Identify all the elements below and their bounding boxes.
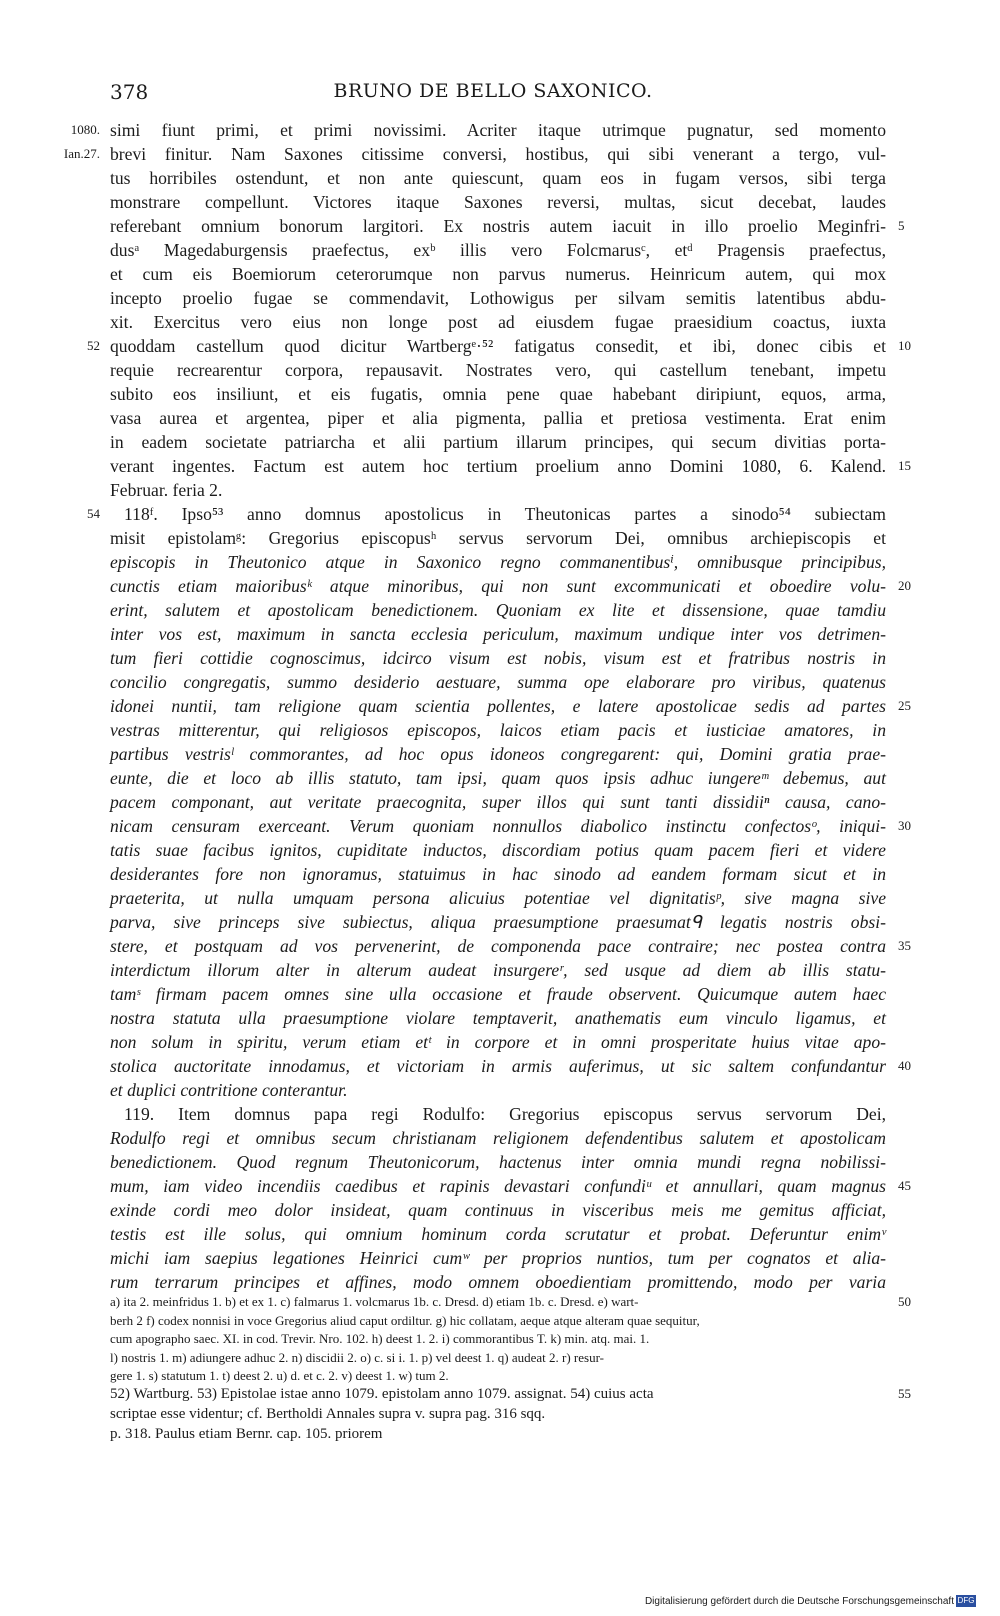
text-line <box>110 862 886 886</box>
text-line <box>110 454 911 478</box>
line-number: 15 <box>898 458 911 473</box>
text-line <box>110 1150 886 1174</box>
text-line <box>110 742 886 766</box>
line-number: 40 <box>898 1058 911 1073</box>
editorial-notes <box>110 1384 911 1444</box>
digitization-credit: Digitalisierung gefördert durch die Deutsche Forschungsgemeinschaft <box>644 1596 954 1607</box>
line-number: 55 <box>898 1386 911 1401</box>
line-number: 45 <box>898 1178 911 1193</box>
line-text: quoddam castellum quod dicitur Wartbergᵉ·⁵² fatigatus consedit, et ibi, donec cibis et <box>110 336 886 356</box>
line-text: partibus vestrisˡ commorantes, ad hoc opus idoneos congregarent: qui, Domini gratia prae- <box>110 744 886 764</box>
text-line <box>110 886 886 910</box>
footnote-line <box>110 1349 896 1368</box>
main-text <box>63 118 911 1294</box>
line-text: subito eos insiliunt, et eis fugatis, omnia pene quae habebant diripiunt, equos, arma, <box>110 384 886 404</box>
text-line <box>110 670 886 694</box>
text-line <box>110 1054 911 1078</box>
text-line <box>110 1030 886 1054</box>
text-line <box>110 598 886 622</box>
footnote-text: cum apographo saec. XI. in cod. Trevir. Nro. 102. h) deest 1. 2. i) commorantibus T. k) min. atq. mai. 1. <box>110 1331 650 1347</box>
line-text: brevi finitur. Nam Saxones citissime conversi, hostibus, qui sibi venerant a tergo, vul- <box>110 144 886 164</box>
text-line <box>110 310 886 334</box>
text-line <box>110 1078 886 1102</box>
text-line <box>110 1174 911 1198</box>
text-line <box>110 526 886 550</box>
line-text: incepto proelio fugae se commendavit, Lothowigus per silvam semitis latentibus abdu- <box>110 288 886 308</box>
line-text: et duplici contritione conterantur. <box>110 1080 348 1100</box>
line-text: vasa aurea et argentea, piper et alia pigmenta, pallia et pretiosa vestimenta. Erat enim <box>110 408 886 428</box>
line-text: tatis suae facibus ignitos, cupiditate inductos, discordiam potius quam pacem fieri et videre <box>110 840 886 860</box>
line-number: 50 <box>898 1294 911 1309</box>
editorial-note-text: scriptae esse videntur; cf. Bertholdi Annales supra v. supra pag. 316 sqq. <box>110 1406 546 1422</box>
line-number: 20 <box>898 578 911 593</box>
line-text: stere, et postquam ad vos pervenerint, de componenda pace contraire; nec postea contra <box>110 936 886 956</box>
line-text: testis est ille solus, qui omnium hominum corda scrutatur et probat. Deferuntur enimᵛ <box>110 1224 886 1244</box>
line-text: non solum in spiritu, verum etiam etᵗ in corpore et in omni prosperitate huius vitae apo- <box>110 1032 886 1052</box>
line-text: stolica auctoritate innodamus, et victoriam in armis auferimus, ut sic saltem confundantur <box>110 1056 886 1076</box>
line-text: verant ingentes. Factum est autem hoc tertium proelium anno Domini 1080, 6. Kalend. <box>110 456 886 476</box>
line-text: eunte, die et loco ab illis statuto, tam ipsi, quam quos ipsis adhuc iungereᵐ debemus, aut <box>110 768 886 788</box>
editorial-note-line <box>110 1404 896 1424</box>
text-line <box>110 622 886 646</box>
line-number: 30 <box>898 818 911 833</box>
text-line <box>110 1270 886 1294</box>
footnote-text: berh 2 f) codex nonnisi in voce Gregorius aliud caput ordiltur. g) hic collatam, aeque atque alteram quae sequitur, <box>110 1312 700 1328</box>
text-line <box>110 790 886 814</box>
line-text: tamˢ firmam pacem omnes sine ulla occasione et fraude observent. Quicumque autem haec <box>110 984 886 1004</box>
left-margin-note: 1080. <box>70 122 100 137</box>
line-text: cunctis etiam maioribusᵏ atque minoribus, qui non sunt excommunicati et oboedire volu- <box>110 576 886 596</box>
line-text: desiderantes fore non ignoramus, statuimus in hac sinodo ad eandem formam sicut et in <box>110 864 886 884</box>
line-text: et cum eis Boemiorum ceterorumque non parvus numerus. Heinricum autem, qui mox <box>110 264 886 284</box>
line-text: exinde cordi meo dolor insideat, quam continuus in visceribus meis me gemitus afficiat, <box>110 1200 886 1220</box>
critical-apparatus <box>110 1293 911 1386</box>
line-text: rum terrarum principes et affines, modo omnem oboedientiam promittendo, modo per varia <box>110 1272 886 1292</box>
line-number: 10 <box>898 338 911 353</box>
footnote-text: a) ita 2. meinfridus 1. b) et ex 1. c) falmarus 1. volcmarus 1b. c. Dresd. d) etiam 1b. c. Dresd. e) wart- <box>110 1294 639 1309</box>
text-line <box>110 190 886 214</box>
footnote-text: gere 1. s) statutum 1. t) deest 2. u) d. et c. 2. v) deest 1. w) tum 2. <box>110 1368 449 1384</box>
line-text: monstrare compellunt. Victores itaque Saxones reversi, multas, sicut decebat, laudes <box>110 192 886 212</box>
line-text: erint, salutem et apostolicam benedictionem. Quoniam ex lite et dissensione, quae tamdiu <box>110 600 886 620</box>
line-number: 25 <box>898 698 911 713</box>
line-text: tum fieri cottidie cognoscimus, idcirco visum est nobis, visum est et fratribus nostris in <box>110 648 886 668</box>
line-text: 118ᶠ. Ipso⁵³ anno domnus apostolicus in Theutonicas partes a sinodo⁵⁴ subiectam <box>124 504 886 524</box>
footnote-line <box>110 1330 896 1349</box>
footnote-line <box>110 1293 911 1312</box>
running-header <box>110 80 876 110</box>
line-number: 5 <box>898 218 905 233</box>
line-text: inter vos est, maximum in sancta ecclesia periculum, maximum undique inter vos detrimen- <box>110 624 886 644</box>
text-line <box>110 1102 886 1126</box>
line-text: referebant omnium bonorum largitori. Ex nostris autem iacuit in illo proelio Meginfri- <box>110 216 886 236</box>
text-line <box>110 478 886 502</box>
dfg-logo: DFG <box>957 1596 975 1605</box>
text-line <box>70 118 886 142</box>
left-margin-note: Ian.27. <box>63 146 100 161</box>
line-text: vestras mitterentur, qui religiosos episcopos, laicos etiam pacis et iusticiae amatores, in <box>110 720 886 740</box>
line-text: concilio congregatis, summo desiderio aestuare, summa ope elaborare pro viribus, quatenus <box>110 672 886 692</box>
editorial-note-line <box>110 1384 911 1404</box>
text-line <box>110 838 886 862</box>
line-text: nicam censuram exerceant. Verum quoniam nonnullos diabolico instinctu confectosᵒ, iniqui- <box>110 816 886 836</box>
text-line <box>110 550 886 574</box>
line-text: mum, iam video incendiis caedibus et rapinis devastari confundiᵘ et annullari, quam magnus <box>110 1176 886 1196</box>
editorial-note-text: p. 318. Paulus etiam Bernr. cap. 105. priorem <box>110 1426 383 1442</box>
text-line <box>110 694 911 718</box>
line-text: simi fiunt primi, et primi novissimi. Acriter itaque utrimque pugnatur, sed momento <box>110 120 886 140</box>
text-line <box>110 1198 886 1222</box>
editorial-note-text: 52) Wartburg. 53) Epistolae istae anno 1079. epistolam anno 1079. assignat. 54) cuius acta <box>110 1386 654 1402</box>
line-text: Rodulfo regi et omnibus secum christianam religionem defendentibus salutem et apostolicam <box>110 1128 886 1148</box>
text-line <box>110 430 886 454</box>
line-text: parva, sive princeps sive subiectus, aliqua praesumptione praesumatᑫ legatis nostris obsi- <box>110 912 886 932</box>
line-text: benedictionem. Quod regnum Theutonicorum, hactenus inter omnia mundi regna nobilissi- <box>110 1152 886 1172</box>
line-text: michi iam saepius legationes Heinrici cumʷ per proprios nuntios, tum per cognatos et alia- <box>110 1248 886 1268</box>
text-line <box>110 406 886 430</box>
text-line <box>110 1222 886 1246</box>
line-text: nostra statuta ulla praesumptione violare temptaverit, anathematis eum vinculo ligamus, et <box>110 1008 886 1028</box>
running-title: BRUNO DE BELLO SAXONICO. <box>333 80 653 102</box>
text-line <box>110 934 911 958</box>
line-number: 35 <box>898 938 911 953</box>
text-line <box>87 334 911 358</box>
text-line <box>110 910 886 934</box>
editorial-note-line <box>110 1424 896 1444</box>
line-text: episcopis in Theutonico atque in Saxonico regno commanentibusⁱ, omnibusque principibus, <box>110 552 886 572</box>
line-text: misit epistolamᵍ: Gregorius episcopusʰ servus servorum Dei, omnibus archiepiscopis et <box>110 528 886 548</box>
footnote-text: l) nostris 1. m) adiungere adhuc 2. n) discidii 2. o) c. si i. 1. p) vel deest 1. q) audeat 2. r) resur- <box>110 1349 604 1365</box>
text-line <box>110 358 886 382</box>
text-line <box>110 1006 886 1030</box>
text-line <box>63 142 886 166</box>
text-line <box>110 574 911 598</box>
text-line <box>110 1126 886 1150</box>
text-line <box>110 766 886 790</box>
text-line <box>110 1246 886 1270</box>
text-line <box>110 958 886 982</box>
page-number: 378 <box>110 80 149 104</box>
text-line <box>110 382 886 406</box>
line-text: 119. Item domnus papa regi Rodulfo: Gregorius episcopus servus servorum Dei, <box>124 1104 886 1124</box>
text-line <box>87 502 886 526</box>
line-text: Februar. feria 2. <box>110 480 223 500</box>
line-text: praeterita, ut nulla umquam persona alicuius potentiae vel dignitatisᵖ, sive magna sive <box>110 888 886 908</box>
line-text: in eadem societate patriarcha et alii partium illarum principes, qui secum divitias porta- <box>110 432 886 452</box>
text-line <box>110 982 886 1006</box>
left-margin-note: 52 <box>87 338 100 353</box>
text-line <box>110 814 911 838</box>
footnote-line <box>110 1312 896 1331</box>
text-line <box>110 646 886 670</box>
line-text: idonei nuntii, tam religione quam scientia pollentes, e latere apostolicae sedis ad partes <box>110 696 886 716</box>
text-line <box>110 286 886 310</box>
line-text: requie recrearentur corpora, repausavit. Nostrates vero, qui castellum tenebant, impetu <box>110 360 886 380</box>
line-text: xit. Exercitus vero eius non longe post ad eiusdem fugae praesidium coactus, iuxta <box>110 312 886 332</box>
line-text: interdictum illorum alter in alterum audeat insurgereʳ, sed usque ad diem ab illis statu- <box>110 960 886 980</box>
line-text: tus horribiles ostendunt, et non ante quiescunt, quam eos in fugam versos, sibi terga <box>110 168 886 188</box>
text-line <box>110 718 886 742</box>
left-margin-note: 54 <box>87 506 100 521</box>
line-text: dusᵃ Magedaburgensis praefectus, exᵇ illis vero Folcmarusᶜ, etᵈ Pragensis praefectus, <box>110 240 886 260</box>
text-line <box>110 166 886 190</box>
text-line <box>110 262 886 286</box>
text-line <box>110 214 905 238</box>
line-text: pacem componant, aut veritate praecognita, super illos qui sunt tanti dissidiiⁿ causa, cano- <box>110 792 886 812</box>
text-line <box>110 238 886 262</box>
